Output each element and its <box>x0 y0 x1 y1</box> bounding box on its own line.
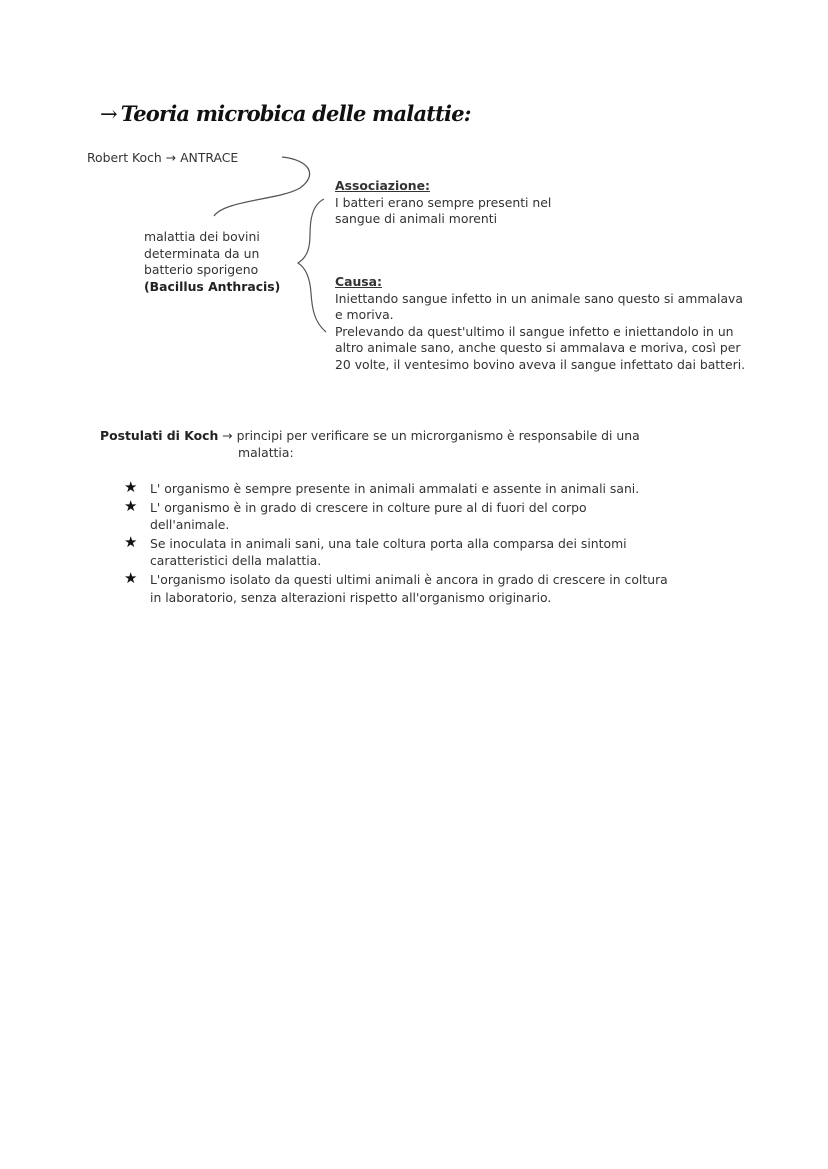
causa-line-1: Iniettando sangue infetto in un animale sano questo si ammalava <box>335 290 743 306</box>
list-item: ★ L'organismo isolato da questi ultimi animali è ancora in grado di crescere in coltura in laboratorio, senza alterazioni rispetto all'organismo originario. <box>124 568 668 605</box>
koch-line <box>87 150 238 167</box>
bacterium-name: Bacillus Anthracis <box>149 278 275 294</box>
disease-line-3: batterio sporigeno <box>144 262 259 278</box>
disease-line-2: determinata da un <box>144 245 260 261</box>
postulati-list <box>124 480 764 607</box>
curly-brace <box>298 199 326 332</box>
koch-disease: ANTRACE <box>180 150 239 165</box>
star-icon: ★ <box>124 532 138 551</box>
list-item: ★ L' organismo è sempre presente in animali ammalati e assente in animali sani. <box>124 478 640 496</box>
postulati-text-2: malattia: <box>238 445 294 460</box>
disease-line-4: (Bacillus Anthracis) <box>144 278 281 294</box>
page-title-text: Teoria microbica delle malattie: <box>120 101 471 126</box>
causa-block <box>335 274 745 374</box>
disease-line-1: malattia dei bovini <box>144 229 260 244</box>
arrow-right-icon: → <box>100 102 117 126</box>
postulati-text-1: principi per verificare se un microrganismo è responsabile di una <box>236 428 640 443</box>
koch-arrow: → <box>165 150 177 165</box>
causa-line-2: e moriva. <box>335 307 394 323</box>
postulati-header <box>100 427 640 445</box>
disease-description <box>144 229 280 295</box>
causa-line-4: altro animale sano, anche questo si ammalava e moriva, così per <box>335 340 741 356</box>
causa-line-5: 20 volte, il ventesimo bovino aveva il sangue infettato dai batteri. <box>335 356 746 372</box>
star-icon: ★ <box>124 478 138 496</box>
koch-name: Robert Koch <box>87 150 162 165</box>
associazione-line-2: sangue di animali morenti <box>335 211 498 227</box>
associazione-block <box>335 178 551 228</box>
postulati-label: Postulati di Koch <box>100 428 219 443</box>
causa-line-3: Prelevando da quest'ultimo il sangue infetto e iniettandolo in un <box>335 323 734 339</box>
star-icon: ★ <box>124 568 138 587</box>
star-icon: ★ <box>124 496 138 515</box>
associazione-heading: Associazione: <box>335 178 430 193</box>
causa-heading: Causa: <box>335 274 382 289</box>
list-item: ★ Se inoculata in animali sani, una tale coltura porta alla comparsa dei sintomi caratteristici della malattia. <box>124 532 627 569</box>
postulati-arrow: → <box>222 428 233 443</box>
associazione-line-1: I batteri erano sempre presenti nel <box>335 194 552 210</box>
list-item: ★ L' organismo è in grado di crescere in colture pure al di fuori del corpo dell'animale. <box>124 496 587 533</box>
